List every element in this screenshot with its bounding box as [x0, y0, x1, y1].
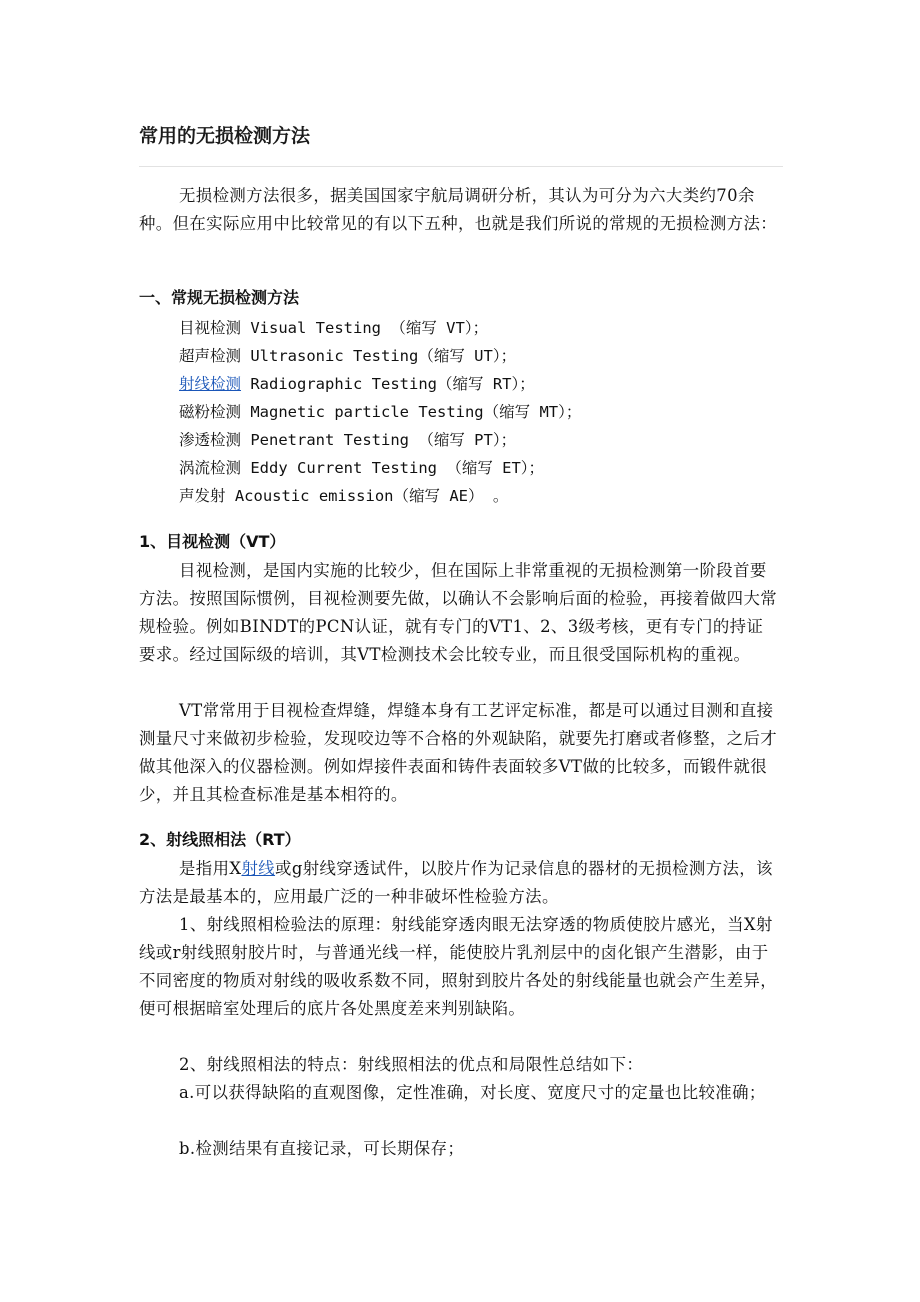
method-name: 目视检测 — [179, 319, 242, 337]
method-desc: Eddy Current Testing （缩写 ET）； — [241, 459, 545, 477]
radiographic-testing-link[interactable]: 射线检测 — [179, 375, 242, 393]
list-item — [179, 398, 581, 426]
vt-paragraph-2 — [139, 697, 779, 809]
vt-paragraph-1 — [139, 557, 779, 669]
list-item — [179, 454, 581, 482]
title-divider — [139, 166, 783, 167]
method-name: 渗透检测 — [179, 431, 242, 449]
method-desc: Acoustic emission（缩写 AE） 。 — [225, 487, 509, 505]
method-desc: Radiographic Testing（缩写 RT）； — [241, 375, 535, 393]
list-item — [179, 370, 581, 398]
rt-paragraph-2 — [139, 911, 779, 1023]
vt-p1-text: 目视检测，是国内实施的比较少，但在国际上非常重视的无损检测第一阶段首要方法。按照国际惯例，目视检测要先做，以确认不会影响后面的检验，再接着做四大常规检验。例如BINDT的PCN认证，就有专门的VT1、2、3级考核，更有专门的持证要求。经过国际级的培训，其VT检测技术会比较专业，而且很受国际机构的重视。 — [139, 561, 778, 664]
rt-p1-after: 或g射线穿透试件，以胶片作为记录信息的器材的无损检测方法，该方法是最基本的，应用最广泛的一种非破坏性检验方法。 — [139, 859, 773, 906]
method-name: 涡流检测 — [179, 459, 242, 477]
vt-heading: 1、目视检测（VT） — [139, 532, 286, 551]
rays-link[interactable]: 射线 — [241, 859, 276, 878]
rt-paragraph-3 — [139, 1051, 779, 1079]
list-item — [179, 342, 581, 370]
intro-text: 无损检测方法很多，据美国国家宇航局调研分析，其认为可分为六大类约70余种。但在实际应用中比较常见的有以下五种，也就是我们所说的常规的无损检测方法： — [139, 186, 778, 233]
rt-paragraph-1 — [139, 855, 779, 911]
rt-p1-before: 是指用X — [179, 859, 242, 878]
method-name: 超声检测 — [179, 347, 242, 365]
rt-heading: 2、射线照相法（RT） — [139, 830, 301, 849]
method-desc: Magnetic particle Testing（缩写 MT）； — [241, 403, 582, 421]
list-item — [179, 314, 581, 342]
method-list — [179, 314, 581, 510]
rt-p5-text: b.检测结果有直接记录，可长期保存； — [179, 1139, 465, 1158]
rt-p3-text: 2、射线照相法的特点：射线照相法的优点和局限性总结如下： — [179, 1055, 644, 1074]
section1-heading: 一、常规无损检测方法 — [139, 288, 300, 307]
rt-paragraph-5 — [139, 1135, 779, 1163]
method-desc: Penetrant Testing （缩写 PT）； — [241, 431, 517, 449]
intro-paragraph — [139, 182, 779, 238]
vt-p2-text: VT常常用于目视检查焊缝，焊缝本身有工艺评定标准，都是可以通过目测和直接测量尺寸来做初步检验，发现咬边等不合格的外观缺陷，就要先打磨或者修整，之后才做其他深入的仪器检测。例如焊接件表面和铸件表面较多VT做的比较多，而锻件就很少，并且其检查标准是基本相符的。 — [139, 701, 778, 804]
method-name: 磁粉检测 — [179, 403, 242, 421]
list-item — [179, 482, 581, 510]
rt-p4-text: a.可以获得缺陷的直观图像，定性准确，对长度、宽度尺寸的定量也比较准确； — [179, 1083, 766, 1102]
method-desc: Visual Testing （缩写 VT）； — [241, 319, 489, 337]
method-name: 声发射 — [179, 487, 226, 505]
rt-p2-text: 1、射线照相检验法的原理：射线能穿透肉眼无法穿透的物质使胶片感光，当X射线或r射线照射胶片时，与普通光线一样，能使胶片乳剂层中的卤化银产生潜影，由于不同密度的物质对射线的吸收系数不同，照射到胶片各处的射线能量也就会产生差异，便可根据暗室处理后的底片各处黑度差来判别缺陷。 — [139, 915, 778, 1018]
list-item — [179, 426, 581, 454]
page-title: 常用的无损检测方法 — [139, 125, 311, 147]
method-desc: Ultrasonic Testing（缩写 UT）； — [241, 347, 517, 365]
rt-paragraph-4 — [139, 1079, 779, 1107]
